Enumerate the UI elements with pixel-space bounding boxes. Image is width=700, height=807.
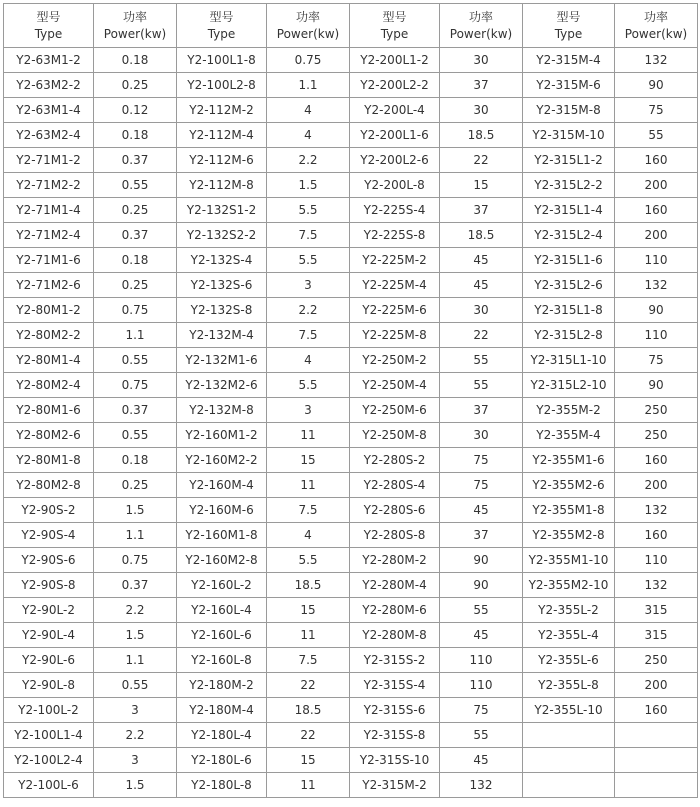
power-cell: 132 [615, 48, 698, 73]
power-header [440, 4, 523, 48]
type-cell: Y2-100L1-8 [177, 48, 267, 73]
type-cell: Y2-71M2-4 [4, 223, 94, 248]
power-cell: 132 [615, 273, 698, 298]
power-cell: 160 [615, 448, 698, 473]
type-cell: Y2-200L1-6 [350, 123, 440, 148]
power-cell: 7.5 [267, 223, 350, 248]
type-cell: Y2-180L-6 [177, 748, 267, 773]
power-cell: 110 [615, 323, 698, 348]
type-cell: Y2-250M-4 [350, 373, 440, 398]
power-cell: 45 [440, 248, 523, 273]
power-header [615, 4, 698, 48]
header-label-en: Power(kw) [449, 26, 513, 41]
power-cell: 5.5 [267, 198, 350, 223]
power-cell: 1.5 [94, 623, 177, 648]
type-header [350, 4, 440, 48]
table-row [4, 123, 698, 148]
type-cell: Y2-160M-4 [177, 473, 267, 498]
type-cell: Y2-132S-8 [177, 298, 267, 323]
power-cell: 0.37 [94, 148, 177, 173]
header-label-zh: 型号 [382, 9, 407, 24]
power-cell: 200 [615, 173, 698, 198]
table-row [4, 248, 698, 273]
power-cell: 110 [440, 673, 523, 698]
type-cell: Y2-90S-6 [4, 548, 94, 573]
type-cell: Y2-315L2-8 [523, 323, 615, 348]
power-cell [615, 773, 698, 798]
type-cell: Y2-160M2-8 [177, 548, 267, 573]
power-cell: 55 [440, 598, 523, 623]
type-cell: Y2-90L-2 [4, 598, 94, 623]
power-cell: 45 [440, 498, 523, 523]
type-cell: Y2-132S-6 [177, 273, 267, 298]
type-cell: Y2-225M-6 [350, 298, 440, 323]
power-cell: 11 [267, 423, 350, 448]
power-cell: 45 [440, 273, 523, 298]
power-cell: 2.2 [267, 298, 350, 323]
type-cell: Y2-315L2-6 [523, 273, 615, 298]
type-cell: Y2-63M2-2 [4, 73, 94, 98]
power-cell: 5.5 [267, 248, 350, 273]
power-cell: 0.55 [94, 173, 177, 198]
type-cell: Y2-80M2-6 [4, 423, 94, 448]
type-cell: Y2-100L-6 [4, 773, 94, 798]
type-cell: Y2-80M2-8 [4, 473, 94, 498]
type-cell: Y2-80M1-8 [4, 448, 94, 473]
power-cell: 315 [615, 623, 698, 648]
power-cell: 15 [267, 748, 350, 773]
power-cell: 160 [615, 523, 698, 548]
power-cell: 110 [615, 248, 698, 273]
type-cell: Y2-225S-8 [350, 223, 440, 248]
type-cell: Y2-250M-2 [350, 348, 440, 373]
power-cell [615, 748, 698, 773]
type-cell: Y2-225M-8 [350, 323, 440, 348]
type-cell: Y2-315L2-2 [523, 173, 615, 198]
type-cell: Y2-160L-2 [177, 573, 267, 598]
power-cell: 18.5 [440, 223, 523, 248]
type-cell: Y2-315M-4 [523, 48, 615, 73]
power-header [94, 4, 177, 48]
power-cell: 90 [615, 298, 698, 323]
power-cell: 11 [267, 623, 350, 648]
type-cell: Y2-160M2-2 [177, 448, 267, 473]
type-cell: Y2-132M-4 [177, 323, 267, 348]
power-cell: 2.2 [267, 148, 350, 173]
type-cell: Y2-132S2-2 [177, 223, 267, 248]
type-cell: Y2-250M-8 [350, 423, 440, 448]
power-cell: 132 [615, 573, 698, 598]
power-cell: 37 [440, 198, 523, 223]
power-cell: 0.18 [94, 248, 177, 273]
type-cell: Y2-355M2-10 [523, 573, 615, 598]
power-cell: 11 [267, 473, 350, 498]
table-row [4, 498, 698, 523]
power-cell: 200 [615, 473, 698, 498]
power-cell: 160 [615, 698, 698, 723]
power-cell: 37 [440, 523, 523, 548]
power-cell: 18.5 [267, 573, 350, 598]
type-cell: Y2-315S-4 [350, 673, 440, 698]
table-row [4, 198, 698, 223]
table-row [4, 523, 698, 548]
table-row [4, 598, 698, 623]
table-row [4, 98, 698, 123]
type-cell: Y2-63M1-4 [4, 98, 94, 123]
header-label-zh: 功率 [643, 9, 668, 24]
power-cell: 37 [440, 73, 523, 98]
type-cell: Y2-112M-2 [177, 98, 267, 123]
power-cell: 7.5 [267, 498, 350, 523]
power-cell: 0.55 [94, 423, 177, 448]
power-cell: 3 [267, 398, 350, 423]
table-row [4, 648, 698, 673]
type-cell: Y2-112M-8 [177, 173, 267, 198]
type-cell: Y2-355M1-8 [523, 498, 615, 523]
power-cell: 90 [440, 548, 523, 573]
power-cell: 2.2 [94, 723, 177, 748]
power-cell: 0.75 [267, 48, 350, 73]
header-label-en: Power(kw) [103, 26, 167, 41]
type-cell: Y2-355L-4 [523, 623, 615, 648]
type-cell: Y2-225M-2 [350, 248, 440, 273]
type-cell: Y2-100L-2 [4, 698, 94, 723]
power-cell: 200 [615, 223, 698, 248]
table-row [4, 423, 698, 448]
power-cell: 3 [267, 273, 350, 298]
table-row [4, 48, 698, 73]
type-cell: Y2-280S-4 [350, 473, 440, 498]
type-cell: Y2-355M2-6 [523, 473, 615, 498]
power-cell: 132 [440, 773, 523, 798]
power-cell: 1.5 [267, 173, 350, 198]
type-cell: Y2-200L2-6 [350, 148, 440, 173]
power-cell [615, 723, 698, 748]
type-cell: Y2-225S-4 [350, 198, 440, 223]
power-cell: 0.18 [94, 48, 177, 73]
type-cell: Y2-355M1-10 [523, 548, 615, 573]
table-row [4, 173, 698, 198]
type-cell: Y2-280S-8 [350, 523, 440, 548]
header-label-zh: 型号 [556, 9, 581, 24]
type-cell: Y2-63M1-2 [4, 48, 94, 73]
power-cell: 5.5 [267, 548, 350, 573]
table-row [4, 223, 698, 248]
type-cell: Y2-90L-8 [4, 673, 94, 698]
type-cell: Y2-315L1-8 [523, 298, 615, 323]
power-cell: 250 [615, 398, 698, 423]
type-cell: Y2-80M1-6 [4, 398, 94, 423]
type-cell: Y2-160M-6 [177, 498, 267, 523]
type-cell: Y2-160L-4 [177, 598, 267, 623]
header-label-zh: 型号 [36, 9, 61, 24]
power-cell: 45 [440, 623, 523, 648]
type-cell: Y2-90S-4 [4, 523, 94, 548]
table-row [4, 73, 698, 98]
type-cell: Y2-180L-4 [177, 723, 267, 748]
type-header [4, 4, 94, 48]
type-cell: Y2-355L-6 [523, 648, 615, 673]
type-cell: Y2-180M-2 [177, 673, 267, 698]
power-cell: 0.75 [94, 298, 177, 323]
power-cell: 75 [615, 98, 698, 123]
power-cell: 3 [94, 748, 177, 773]
type-cell: Y2-80M1-2 [4, 298, 94, 323]
power-cell: 55 [615, 123, 698, 148]
type-cell: Y2-315L2-10 [523, 373, 615, 398]
type-cell [523, 773, 615, 798]
type-cell: Y2-355L-2 [523, 598, 615, 623]
power-header [267, 4, 350, 48]
type-cell: Y2-160L-6 [177, 623, 267, 648]
power-cell: 1.5 [94, 498, 177, 523]
type-cell: Y2-71M2-2 [4, 173, 94, 198]
type-cell [523, 748, 615, 773]
power-cell: 18.5 [267, 698, 350, 723]
type-cell: Y2-315L1-6 [523, 248, 615, 273]
power-cell: 22 [267, 673, 350, 698]
type-cell: Y2-315S-8 [350, 723, 440, 748]
header-label-en: Type [34, 26, 63, 41]
power-cell: 1.1 [94, 523, 177, 548]
power-cell: 0.25 [94, 198, 177, 223]
power-cell: 4 [267, 123, 350, 148]
type-cell: Y2-180L-8 [177, 773, 267, 798]
table-header [4, 4, 698, 48]
table-row [4, 698, 698, 723]
type-cell: Y2-280M-6 [350, 598, 440, 623]
power-cell: 22 [440, 323, 523, 348]
power-cell: 0.37 [94, 398, 177, 423]
power-cell: 90 [440, 573, 523, 598]
type-cell: Y2-132M1-6 [177, 348, 267, 373]
power-cell: 110 [615, 548, 698, 573]
table-row [4, 373, 698, 398]
type-cell: Y2-280M-8 [350, 623, 440, 648]
power-cell: 75 [440, 448, 523, 473]
power-cell: 0.37 [94, 223, 177, 248]
table-row [4, 548, 698, 573]
power-cell: 90 [615, 373, 698, 398]
type-cell: Y2-100L1-4 [4, 723, 94, 748]
power-cell: 0.12 [94, 98, 177, 123]
table-row [4, 473, 698, 498]
power-cell: 11 [267, 773, 350, 798]
header-label-zh: 功率 [122, 9, 147, 24]
header-label-en: Type [380, 26, 409, 41]
power-cell: 45 [440, 748, 523, 773]
table-row [4, 148, 698, 173]
power-cell: 55 [440, 373, 523, 398]
header-label-en: Type [554, 26, 583, 41]
table-row [4, 573, 698, 598]
type-cell: Y2-200L-8 [350, 173, 440, 198]
type-cell: Y2-112M-6 [177, 148, 267, 173]
table-row [4, 723, 698, 748]
power-cell: 1.1 [94, 323, 177, 348]
type-cell: Y2-80M2-2 [4, 323, 94, 348]
type-cell: Y2-90L-4 [4, 623, 94, 648]
type-cell: Y2-315M-10 [523, 123, 615, 148]
header-label-zh: 功率 [295, 9, 320, 24]
power-cell: 160 [615, 198, 698, 223]
type-cell: Y2-250M-6 [350, 398, 440, 423]
power-cell: 250 [615, 648, 698, 673]
table-row [4, 398, 698, 423]
table-row [4, 348, 698, 373]
power-cell: 0.25 [94, 473, 177, 498]
power-cell: 4 [267, 98, 350, 123]
type-cell: Y2-355M-4 [523, 423, 615, 448]
type-cell: Y2-132S1-2 [177, 198, 267, 223]
type-cell: Y2-63M2-4 [4, 123, 94, 148]
power-cell: 55 [440, 723, 523, 748]
type-cell: Y2-280S-2 [350, 448, 440, 473]
power-cell: 30 [440, 423, 523, 448]
type-cell: Y2-112M-4 [177, 123, 267, 148]
header-row [4, 4, 698, 48]
type-cell: Y2-280S-6 [350, 498, 440, 523]
power-cell: 7.5 [267, 323, 350, 348]
power-cell: 0.18 [94, 448, 177, 473]
type-cell: Y2-132M-8 [177, 398, 267, 423]
power-cell: 30 [440, 48, 523, 73]
table-row [4, 323, 698, 348]
type-cell: Y2-132S-4 [177, 248, 267, 273]
type-cell: Y2-315L1-2 [523, 148, 615, 173]
power-cell: 1.5 [94, 773, 177, 798]
power-cell: 75 [615, 348, 698, 373]
motor-power-table [3, 3, 698, 798]
power-cell: 0.18 [94, 123, 177, 148]
power-cell: 75 [440, 473, 523, 498]
power-cell: 22 [267, 723, 350, 748]
power-cell: 160 [615, 148, 698, 173]
header-label-zh: 功率 [468, 9, 493, 24]
type-cell: Y2-71M1-4 [4, 198, 94, 223]
power-cell: 0.55 [94, 348, 177, 373]
power-cell: 5.5 [267, 373, 350, 398]
power-cell: 0.25 [94, 273, 177, 298]
type-cell: Y2-355L-8 [523, 673, 615, 698]
type-cell: Y2-315M-8 [523, 98, 615, 123]
power-cell: 1.1 [267, 73, 350, 98]
type-cell: Y2-315S-2 [350, 648, 440, 673]
type-cell: Y2-80M1-4 [4, 348, 94, 373]
power-cell: 132 [615, 498, 698, 523]
type-cell: Y2-90S-2 [4, 498, 94, 523]
power-cell: 110 [440, 648, 523, 673]
type-cell: Y2-160M1-2 [177, 423, 267, 448]
type-cell: Y2-71M1-2 [4, 148, 94, 173]
power-cell: 0.75 [94, 373, 177, 398]
type-cell: Y2-200L1-2 [350, 48, 440, 73]
type-cell: Y2-90L-6 [4, 648, 94, 673]
power-cell: 4 [267, 348, 350, 373]
type-cell: Y2-90S-8 [4, 573, 94, 598]
type-cell: Y2-315L2-4 [523, 223, 615, 248]
type-cell: Y2-100L2-4 [4, 748, 94, 773]
type-cell: Y2-80M2-4 [4, 373, 94, 398]
power-cell: 0.37 [94, 573, 177, 598]
type-cell: Y2-315L1-10 [523, 348, 615, 373]
type-cell: Y2-355M-2 [523, 398, 615, 423]
header-label-en: Type [207, 26, 236, 41]
type-cell: Y2-315M-2 [350, 773, 440, 798]
type-cell: Y2-200L-4 [350, 98, 440, 123]
type-cell: Y2-200L2-2 [350, 73, 440, 98]
type-cell: Y2-280M-2 [350, 548, 440, 573]
power-cell: 7.5 [267, 648, 350, 673]
power-cell: 22 [440, 148, 523, 173]
type-cell: Y2-315S-6 [350, 698, 440, 723]
type-cell: Y2-280M-4 [350, 573, 440, 598]
type-cell: Y2-355M1-6 [523, 448, 615, 473]
power-cell: 4 [267, 523, 350, 548]
power-cell: 0.75 [94, 548, 177, 573]
table-row [4, 673, 698, 698]
type-cell: Y2-355M2-8 [523, 523, 615, 548]
table-row [4, 273, 698, 298]
table-row [4, 448, 698, 473]
type-cell [523, 723, 615, 748]
power-cell: 200 [615, 673, 698, 698]
header-label-zh: 型号 [209, 9, 234, 24]
power-cell: 15 [267, 448, 350, 473]
header-label-en: Power(kw) [624, 26, 688, 41]
table-body [4, 48, 698, 798]
type-cell: Y2-160L-8 [177, 648, 267, 673]
type-cell: Y2-100L2-8 [177, 73, 267, 98]
type-header [177, 4, 267, 48]
table-row [4, 748, 698, 773]
power-cell: 30 [440, 98, 523, 123]
type-cell: Y2-315M-6 [523, 73, 615, 98]
power-cell: 2.2 [94, 598, 177, 623]
power-cell: 250 [615, 423, 698, 448]
power-cell: 15 [267, 598, 350, 623]
table-row [4, 623, 698, 648]
type-cell: Y2-132M2-6 [177, 373, 267, 398]
power-cell: 0.25 [94, 73, 177, 98]
type-cell: Y2-315L1-4 [523, 198, 615, 223]
power-cell: 3 [94, 698, 177, 723]
type-cell: Y2-160M1-8 [177, 523, 267, 548]
power-cell: 18.5 [440, 123, 523, 148]
power-cell: 30 [440, 298, 523, 323]
power-cell: 0.55 [94, 673, 177, 698]
table-row [4, 773, 698, 798]
type-cell: Y2-71M1-6 [4, 248, 94, 273]
power-cell: 55 [440, 348, 523, 373]
power-cell: 315 [615, 598, 698, 623]
type-cell: Y2-355L-10 [523, 698, 615, 723]
type-cell: Y2-180M-4 [177, 698, 267, 723]
power-cell: 75 [440, 698, 523, 723]
header-label-en: Power(kw) [276, 26, 340, 41]
table-row [4, 298, 698, 323]
type-cell: Y2-71M2-6 [4, 273, 94, 298]
type-header [523, 4, 615, 48]
power-cell: 37 [440, 398, 523, 423]
power-cell: 15 [440, 173, 523, 198]
type-cell: Y2-315S-10 [350, 748, 440, 773]
power-cell: 90 [615, 73, 698, 98]
power-cell: 1.1 [94, 648, 177, 673]
type-cell: Y2-225M-4 [350, 273, 440, 298]
